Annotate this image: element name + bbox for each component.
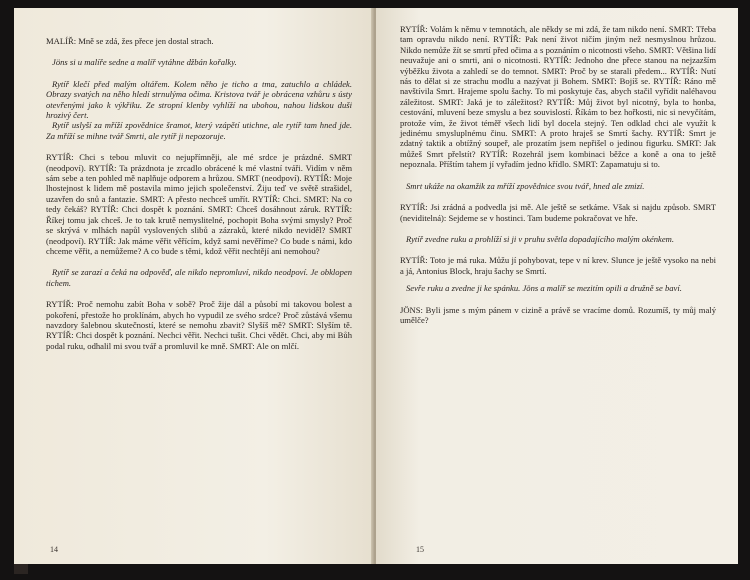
dialog-block: RYTÍŘ: Jsi zrádná a podvedla jsi mě. Ale ještě se setkáme. Však si najdu způsob. SMRT (neviditelná): Sejdeme se v hostinci. Tam budeme pokračovat ve hře.: [400, 202, 716, 223]
right-page: [376, 8, 738, 564]
open-book: [14, 8, 738, 574]
stage-direction: Rytíř uslyší za mříží zpovědnice šramot, který vzápětí utichne, ale rytíř tam hned jde. Za mříží se mihne tvář Smrti, ale rytíř ji nepozoruje.: [46, 120, 352, 141]
left-page: [14, 8, 374, 564]
dialog-block: RYTÍŘ: Toto je má ruka. Můžu jí pohybovat, tepe v ní krev. Slunce je ještě vysoko na nebi a já, Antonius Block, hraju šachy se Smrtí.: [400, 255, 716, 276]
dialog-block: RYTÍŘ: Volám k němu v temnotách, ale někdy se mi zdá, že tam nikdo není. SMRT: Třeba tam opravdu nikdo není. RYTÍŘ: Pak není život ničím jiným než nesmyslnou hrůzou. Nikdo nemůže žít se smrtí před očima a s poznáním o nicotnosti všeho. SMRT: Většina lidí neuvažuje ani o smrti, ani o nicotnosti. RYTÍŘ: Jednoho dne přece stanou na nejzazším výběžku života a zahledí se do temnot. SMRT: Proč by se starali předem... RYTÍŘ: Nutí nás to dělat si ze strachu modlu a nazývat ji Bohem. SMRT: Bojíš se. RYTÍŘ: Ráno mě navštívila Smrt. Hrajeme spolu šachy. To mi poskytuje čas, abych stačil vyřídit naléhavou záležitost. SMRT: Jaká je to záležitost? RYTÍŘ: Můj život byl nicotný, byla to honba, cestování, mluvení beze smyslu a bez souvislostí. Říkám to bez hořkosti, nic si nevyčítám, protože vím, že život téměř všech lidí byl docela stejný. Ten odklad chci ale využít k jedinému smysluplnému činu. SMRT: A proto hraješ se Smrtí šachy. RYTÍŘ: Smrt je zdatný taktik a obtížný soupeř, ale prozatím jsem nepřišel o jedinou figurku. SMRT: Jak můžeš Smrt přelstít? RYTÍŘ: Rozehrál jsem kombinaci běžce a koně a ona to ještě nepoznala. Příštím tahem jí vyřadím jedno křídlo. SMRT: Zapamatuju si to.: [400, 24, 716, 170]
stage-direction: Sevře ruku a zvedne ji ke spánku. Jöns a malíř se mezitím opili a družně se baví.: [406, 283, 682, 294]
dialog-line: MALÍŘ: Mně se zdá, žes přece jen dostal strach.: [46, 36, 214, 46]
dialog-block: JÖNS: Byli jsme s mým pánem v cizině a právě se vracíme domů. Rozumíš, ty můj malý umělče?: [400, 304, 716, 325]
dialog-block: RYTÍŘ: Proč nemohu zabít Boha v sobě? Proč žije dál a působí mi takovou bolest a pokoření, přestože ho proklínám, abych ho vypudil ze svého srdce? Proč zůstává všemu navzdory šalebnou skutečností, které se nemohu zbavit? Slyšíš mě? SMRT: Slyším tě. RYTÍŘ: Chci dospět k poznání. Nechci věřit. Nechci tušit. Chci vědět. Chci, aby mi Bůh podal ruku, odhalil mi svou tvář a promluvil ke mně. SMRT: Ale on mlčí.: [46, 299, 352, 351]
dialog-block: RYTÍŘ: Chci s tebou mluvit co nejupřímněji, ale mé srdce je prázdné. SMRT (neodpoví). RYTÍŘ: Ta prázdnota je zrcadlo obrácené k mé vlastní tváři. Vidím v něm sám sebe a ten pohled mě naplňuje odporem a hrůzou. SMRT (neodpoví). RYTÍŘ: Moje lhostejnost k lidem mě postavila mimo jejich společenství. Žiju teď ve světě strašidel, uzavřen do snů a fantazie. SMRT: A přesto nechceš umřít. RYTÍŘ: Chci. SMRT: Na co tedy čekáš? RYTÍŘ: Chci dospět k poznání. SMRT: Chceš dosáhnout záruk. RYTÍŘ: Říkej tomu jak chceš. Je to tak krutě nemyslitelné, pochopit Boha svými smysly? Proč se skrývá v mlhách napůl vyslovených slibů a zázraků, které nikdo neviděl? SMRT (neodpoví). RYTÍŘ: Jak máme věřit věřícím, když sami nevěříme? Co bude s námi, kdo chceme věřit, a nemůžeme? A co bude s těmi, kdož věřit nechtějí ani nemohou?: [46, 152, 352, 256]
page-number: 14: [50, 545, 58, 554]
page-number: 15: [416, 545, 424, 554]
stage-direction: Rytíř se zarazí a čeká na odpověď, ale nikdo nepromluví, nikdo neodpoví. Je obklopen tichem.: [46, 267, 352, 288]
stage-direction: Jöns si u malíře sedne a malíř vytáhne džbán kořalky.: [52, 57, 237, 68]
stage-direction: Smrt ukáže na okamžik za mříží zpovědnice svou tvář, hned ale zmizí.: [406, 180, 645, 191]
stage-direction: Rytíř zvedne ruku a prohlíží si ji v pruhu světla dopadajícího malým okénkem.: [406, 233, 675, 244]
stage-direction: Rytíř klečí před malým oltářem. Kolem něho je ticho a tma, zatuchlo a chládek. Obrazy svatých na něho hledí strnulýma očima. Kristova tvář je obrácena vzhůru s ústy otevřenými jako k výkřiku. Ze stropní klenby vyhlíží na ubohou, nahou lidskou duši hrozivý čert.: [46, 78, 352, 121]
